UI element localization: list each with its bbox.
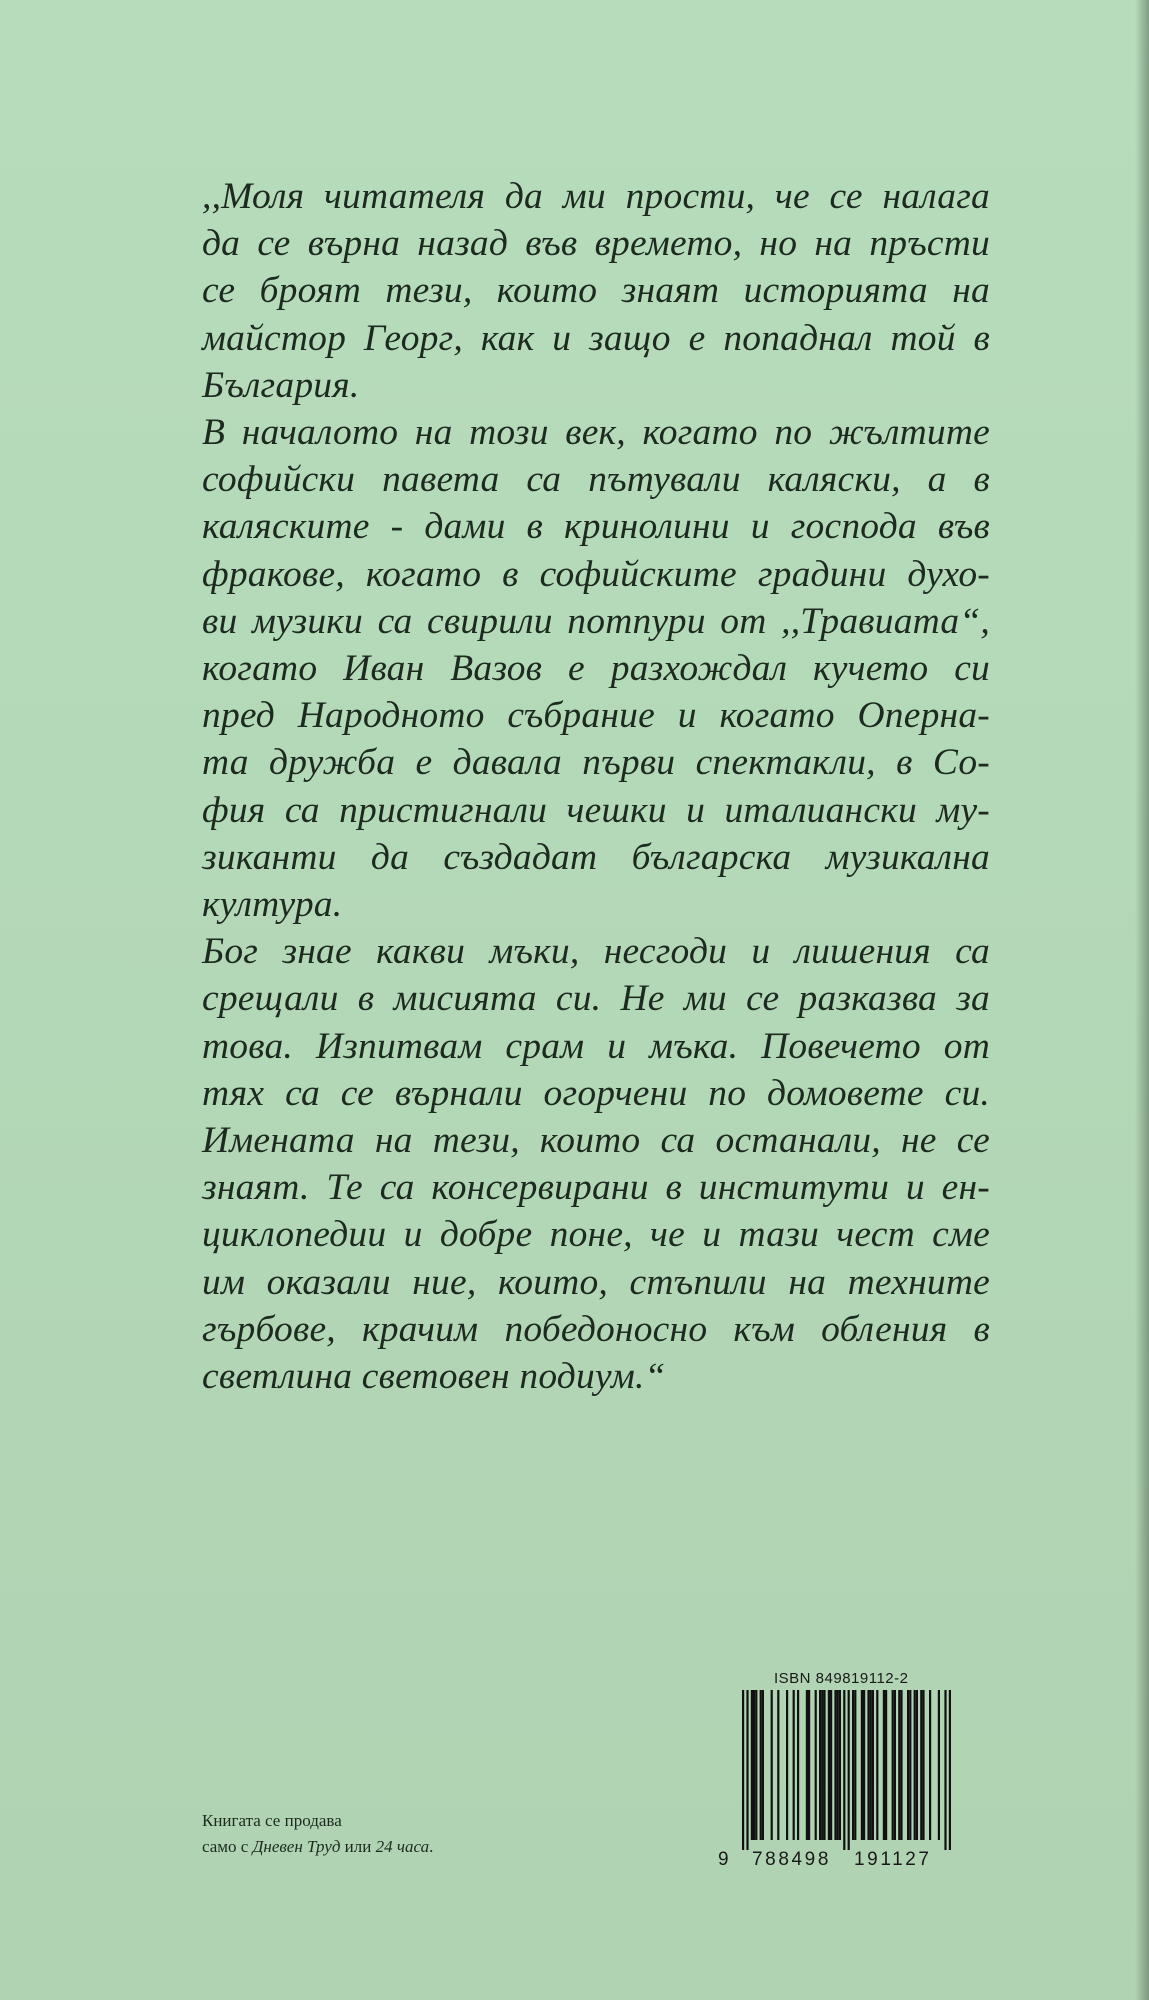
barcode-bar [771, 1690, 773, 1840]
barcode-bar [852, 1690, 854, 1840]
barcode-bar [944, 1690, 946, 1850]
barcode-bar [760, 1690, 762, 1840]
barcode-bar [806, 1690, 808, 1840]
barcode-bar [854, 1690, 856, 1840]
blurb-line: се броят тези, които знаят историята на [202, 270, 990, 312]
barcode-bar [929, 1690, 931, 1840]
barcode-bar [922, 1690, 924, 1840]
barcode-bar [909, 1690, 911, 1840]
barcode-bar [819, 1690, 821, 1840]
barcode-bar [892, 1690, 894, 1840]
barcode-icon [716, 1690, 958, 1852]
barcode-bar [861, 1690, 863, 1840]
barcode-bar [786, 1690, 788, 1840]
barcode-bar [793, 1690, 795, 1840]
barcode-bar [916, 1690, 918, 1840]
blurb-line: ви музики са свирили потпури от ,,Травиата“, [202, 600, 990, 642]
blurb-line: та дружба е давала първи спектакли, в Со- [202, 742, 990, 784]
blurb-line: зиканти да създадат българска музикална [202, 836, 990, 878]
sale-note-suffix: . [429, 1837, 434, 1856]
barcode-bar [870, 1690, 872, 1840]
barcode-bar [777, 1690, 779, 1840]
blurb-line: каляските - дами в кринолини и господа във [202, 506, 990, 548]
blurb-line: Имената на тези, които са останали, не се [202, 1120, 990, 1162]
blurb-line: тях са се върнали огорчени по домовете си. [202, 1072, 990, 1114]
sale-note-line2 [202, 1834, 433, 1860]
barcode-bar [876, 1690, 878, 1840]
sale-note-prefix: само с [202, 1837, 253, 1856]
blurb-line: фракове, когато в софийските градини духо- [202, 553, 990, 595]
barcode-bar [830, 1690, 832, 1840]
isbn-label: ISBN 849819112-2 [774, 1670, 909, 1687]
barcode-digits-right: 191127 [854, 1849, 932, 1870]
barcode-digits-left: 788498 [752, 1849, 832, 1870]
blurb-line: да се върна назад във времето, но на пръсти [202, 223, 990, 265]
barcode-bar [867, 1690, 869, 1840]
barcode-bar [797, 1690, 799, 1840]
blurb-line: майстор Георг, как и защо е попаднал той в [202, 317, 990, 359]
sale-note-line1: Книгата се продава [202, 1811, 342, 1830]
barcode-bar [894, 1690, 896, 1840]
barcode-bar [823, 1690, 825, 1840]
barcode-bar [753, 1690, 755, 1840]
barcode-bar [808, 1690, 810, 1840]
blurb-line: фия са пристигнали чешки и италиански му- [202, 789, 990, 831]
barcode-bar [746, 1690, 748, 1850]
barcode-bar [834, 1690, 836, 1840]
newspaper-24-chasa: 24 часа [375, 1837, 430, 1856]
blurb-line: циклопедии и добре поне, че и тази чест сме [202, 1214, 990, 1256]
blurb-line: България. [202, 364, 360, 406]
sale-note-mid: или [340, 1837, 376, 1856]
blurb-line: В началото на този век, когато по жълтите [202, 412, 990, 454]
blurb-line: това. Изпитвам срам и мъка. Повечето от [202, 1025, 990, 1067]
blurb-line: знаят. Те са консервирани в институти и ен- [202, 1167, 990, 1209]
page-edge-shadow [1135, 0, 1149, 2000]
barcode-bar [938, 1690, 940, 1840]
blurb-line: софийски павета са пътували каляски, а в [202, 459, 990, 501]
barcode-bar [843, 1690, 845, 1850]
blurb-quote [202, 173, 990, 1400]
sale-note [202, 1808, 433, 1860]
barcode-bar [815, 1690, 817, 1840]
barcode-bar [742, 1690, 744, 1850]
barcode-bar [885, 1690, 887, 1840]
barcode-bar [839, 1690, 841, 1840]
barcode-bar [755, 1690, 757, 1840]
barcode-bar [872, 1690, 874, 1840]
barcode-bar [898, 1690, 900, 1840]
barcode-bar [907, 1690, 909, 1840]
barcode-bar [883, 1690, 885, 1840]
barcode-bar [914, 1690, 916, 1840]
blurb-line: пред Народното събрание и когато Оперна- [202, 695, 990, 737]
blurb-line: светлина световен подиум.“ [202, 1356, 666, 1398]
blurb-line: култура. [202, 884, 343, 926]
barcode-bar [821, 1690, 823, 1840]
blurb-line: Бог знае какви мъки, несгоди и лишения са [202, 931, 990, 973]
newspaper-dneven-trud: Дневен Труд [252, 1837, 341, 1856]
barcode-bar [900, 1690, 902, 1840]
blurb-line: гърбове, крачим победоносно към обления в [202, 1308, 990, 1350]
barcode-bar [828, 1690, 830, 1840]
blurb-line: им оказали ние, които, стъпили на техните [202, 1261, 990, 1303]
blurb-line: срещали в мисията си. Не ми се разказва за [202, 978, 990, 1020]
barcode-bar [863, 1690, 865, 1840]
barcode-bar [920, 1690, 922, 1840]
barcode-digit-lead: 9 [718, 1849, 732, 1870]
barcode-block [716, 1664, 958, 1877]
blurb-line: когато Иван Вазов е разхождал кучето си [202, 648, 990, 690]
barcode-bar [949, 1690, 951, 1850]
barcode-bar [848, 1690, 850, 1850]
blurb-line: ,,Моля читателя да ми прости, че се налага [202, 176, 990, 217]
barcode-bar [837, 1690, 839, 1840]
barcode-bar [751, 1690, 753, 1840]
barcode-bar [762, 1690, 764, 1840]
